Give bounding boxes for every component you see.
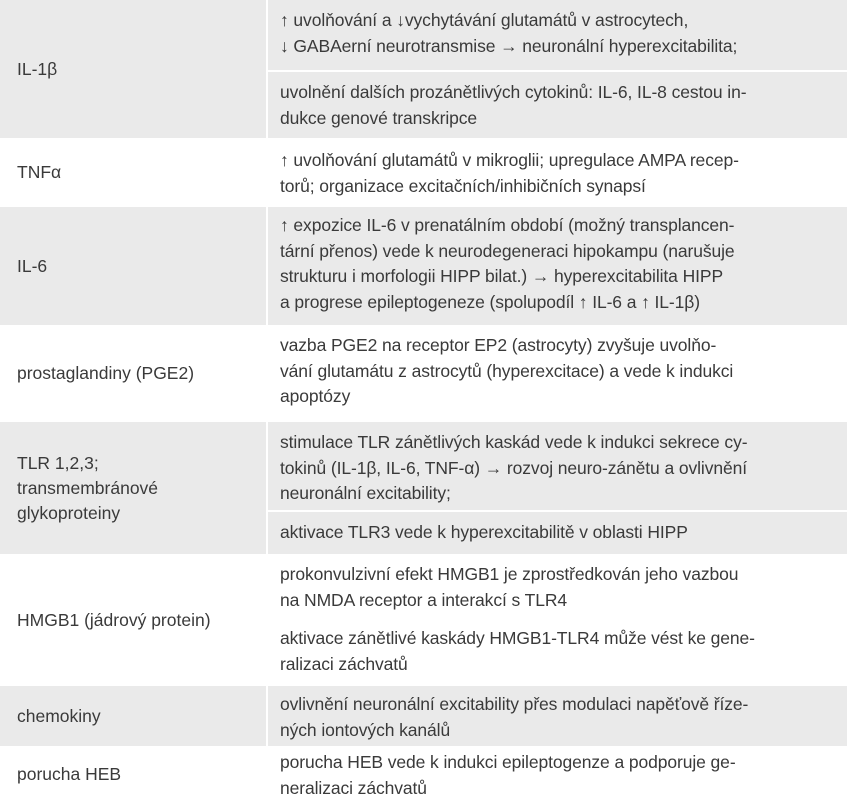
description-line: tokinů (IL-1β, IL-6, TNF-α) → rozvoj neuro-zánětu a ovlivnění xyxy=(280,456,838,482)
description-line: stimulace TLR zánětlivých kaskád vede k indukci sekrece cy- xyxy=(280,430,838,456)
sub-row-divider xyxy=(268,510,847,512)
factor-cell xyxy=(0,140,266,205)
description-cell xyxy=(268,0,847,70)
factor-cell xyxy=(0,327,266,420)
factor-cell xyxy=(0,556,266,684)
description-line: ↓ GABAerní neurotransmise → neuronální hyperexcitabilita; xyxy=(280,34,838,60)
factor-label: IL-1β xyxy=(17,57,57,82)
description-line: ralizaci záchvatů xyxy=(280,652,838,678)
sub-row-divider xyxy=(268,70,847,72)
description-line: a progrese epileptogeneze (spolupodíl ↑ IL-6 a ↑ IL-1β) xyxy=(280,290,838,316)
sub-row-divider xyxy=(268,616,847,618)
description-cell xyxy=(268,748,847,800)
description-cell xyxy=(268,140,847,205)
description-cell xyxy=(268,72,847,138)
factor-cell xyxy=(0,422,266,554)
description-line: aktivace zánětlivé kaskády HMGB1-TLR4 může vést ke gene- xyxy=(280,626,838,652)
factor-cell xyxy=(0,748,266,800)
column-divider xyxy=(266,0,268,800)
description-line: strukturu i morfologii HIPP bilat.) → hyperexcitabilita HIPP xyxy=(280,264,838,290)
factor-label: porucha HEB xyxy=(17,762,121,787)
description-line: ↑ expozice IL-6 v prenatálním období (možný transplancen- xyxy=(280,213,838,239)
description-line: uvolnění dalších prozánětlivých cytokinů: IL-6, IL-8 cestou in- xyxy=(280,80,838,106)
description-cell xyxy=(268,556,847,616)
factor-label: IL-6 xyxy=(17,254,47,279)
factor-cell xyxy=(0,686,266,746)
description-cell xyxy=(268,618,847,684)
description-cell xyxy=(268,207,847,325)
description-line: dukce genové transkripce xyxy=(280,106,838,132)
description-line: ných iontových kanálů xyxy=(280,718,838,744)
description-cell xyxy=(268,686,847,746)
factor-label: TNFα xyxy=(17,160,61,185)
factor-label: prostaglandiny (PGE2) xyxy=(17,361,194,386)
description-line: ovlivnění neuronální excitability přes modulaci napěťově říze- xyxy=(280,692,838,718)
description-line: prokonvulzivní efekt HMGB1 je zprostředkován jeho vazbou xyxy=(280,562,838,588)
description-line: tární přenos) vede k neurodegeneraci hipokampu (narušuje xyxy=(280,239,838,265)
description-cell xyxy=(268,512,847,554)
description-line: vazba PGE2 na receptor EP2 (astrocyty) zvyšuje uvolňo- xyxy=(280,333,838,359)
description-line: porucha HEB vede k indukci epileptogenze a podporuje ge- xyxy=(280,750,838,776)
description-line: apoptózy xyxy=(280,384,838,410)
description-line: torů; organizace excitačních/inhibičních synapsí xyxy=(280,174,838,200)
factor-label: chemokiny xyxy=(17,704,101,729)
description-cell xyxy=(268,422,847,510)
description-line: na NMDA receptor a interakcí s TLR4 xyxy=(280,588,838,614)
description-line: ↑ uvolňování glutamátů v mikroglii; upregulace AMPA recep- xyxy=(280,148,838,174)
description-line: neralizaci záchvatů xyxy=(280,776,838,801)
factor-label: HMGB1 (jádrový protein) xyxy=(17,608,211,633)
description-line: aktivace TLR3 vede k hyperexcitabilitě v oblasti HIPP xyxy=(280,520,838,546)
description-cell xyxy=(268,327,847,420)
factor-cell xyxy=(0,207,266,325)
factor-label: TLR 1,2,3; transmembránové glykoproteiny xyxy=(17,451,158,526)
description-line: vání glutamátu z astrocytů (hyperexcitace) a vede k indukci xyxy=(280,359,838,385)
description-line: neuronální excitability; xyxy=(280,481,838,507)
description-line: ↑ uvolňování a ↓vychytávání glutamátů v astrocytech, xyxy=(280,8,838,34)
factor-cell xyxy=(0,0,266,138)
